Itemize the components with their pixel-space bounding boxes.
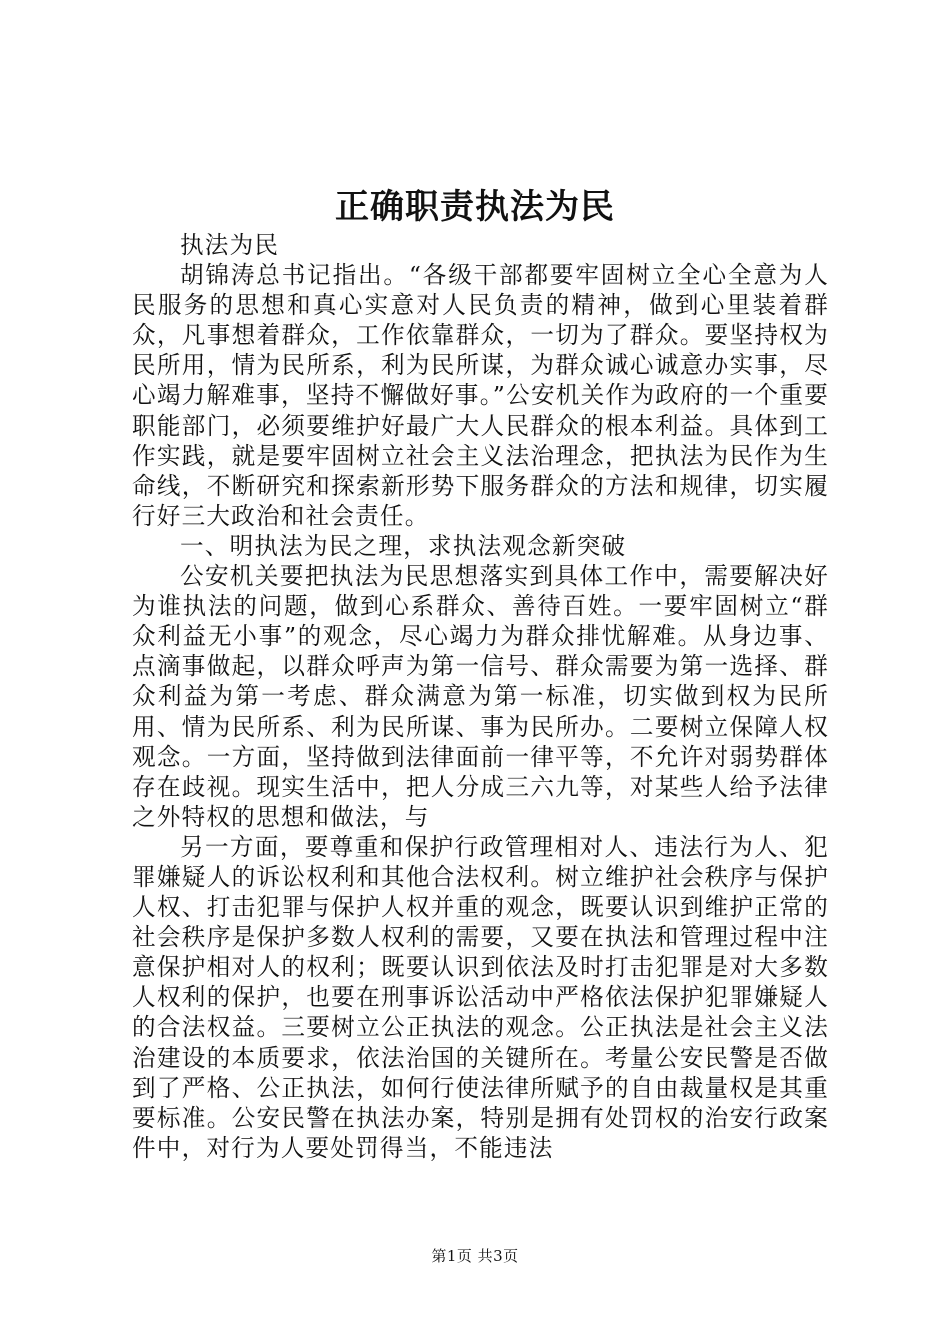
paragraph-section-1: 公安机关要把执法为民思想落实到具体工作中，需要解决好为谁执法的问题，做到心系群众、善待百姓。一要牢固树立“群众利益无小事”的观念，尽心竭力为群众排忧解难。从身边事、点滴事做起，以群众呼声为第一信号、群众需要为第一选择、群众利益为第一考虑、群众满意为第一标准，切实做到权为民所用、情为民所系、利为民所谋、事为民所办。二要树立保障人权观念。一方面，坚持做到法律面前一律平等，不允许对弱势群体存在歧视。现实生活中，把人分成三六九等，对某些人给予法律之外特权的思想和做法，与 <box>132 562 829 831</box>
paragraph-heading-zhifa: 执法为民 <box>180 231 280 259</box>
page-number-footer: 第1页 共3页 <box>431 1247 519 1265</box>
section-heading-1: 一、明执法为民之理，求执法观念新突破 <box>180 531 627 560</box>
document-body <box>132 230 829 1163</box>
document-title: 正确职责执法为民 <box>335 187 615 227</box>
paragraph-other-hand: 另一方面，要尊重和保护行政管理相对人、违法行为人、犯罪嫌疑人的诉讼权利和其他合法权利。树立维护社会秩序与保护人权、打击犯罪与保护人权并重的观念，既要认识到维护正常的社会秩序是保护多数人权利的需要，又要在执法和管理过程中注意保护相对人的权利；既要认识到依法及时打击犯罪是对大多数人权利的保护，也要在刑事诉讼活动中严格依法保护犯罪嫌疑人的合法权益。三要树立公正执法的观念。公正执法是社会主义法治建设的本质要求，依法治国的关键所在。考量公安民警是否做到了严格、公正执法，如何行使法律所赋予的自由裁量权是其重要标准。公安民警在执法办案，特别是拥有处罚权的治安行政案件中，对行为人要处罚得当，不能违法 <box>132 832 829 1162</box>
paragraph-quote: 胡锦涛总书记指出。“各级干部都要牢固树立全心全意为人民服务的思想和真心实意对人民负责的精神，做到心里装着群众，凡事想着群众，工作依靠群众，一切为了群众。要坚持权为民所用，情为民所系，利为民所谋，为群众诚心诚意办实事，尽心竭力解难事，坚持不懈做好事。”公安机关作为政府的一个重要职能部门，必须要维护好最广大人民群众的根本利益。具体到工作实践，就是要牢固树立社会主义法治理念，把执法为民作为生命线，不断研究和探索新形势下服务群众的方法和规律，切实履行好三大政治和社会责任。 <box>132 261 829 530</box>
